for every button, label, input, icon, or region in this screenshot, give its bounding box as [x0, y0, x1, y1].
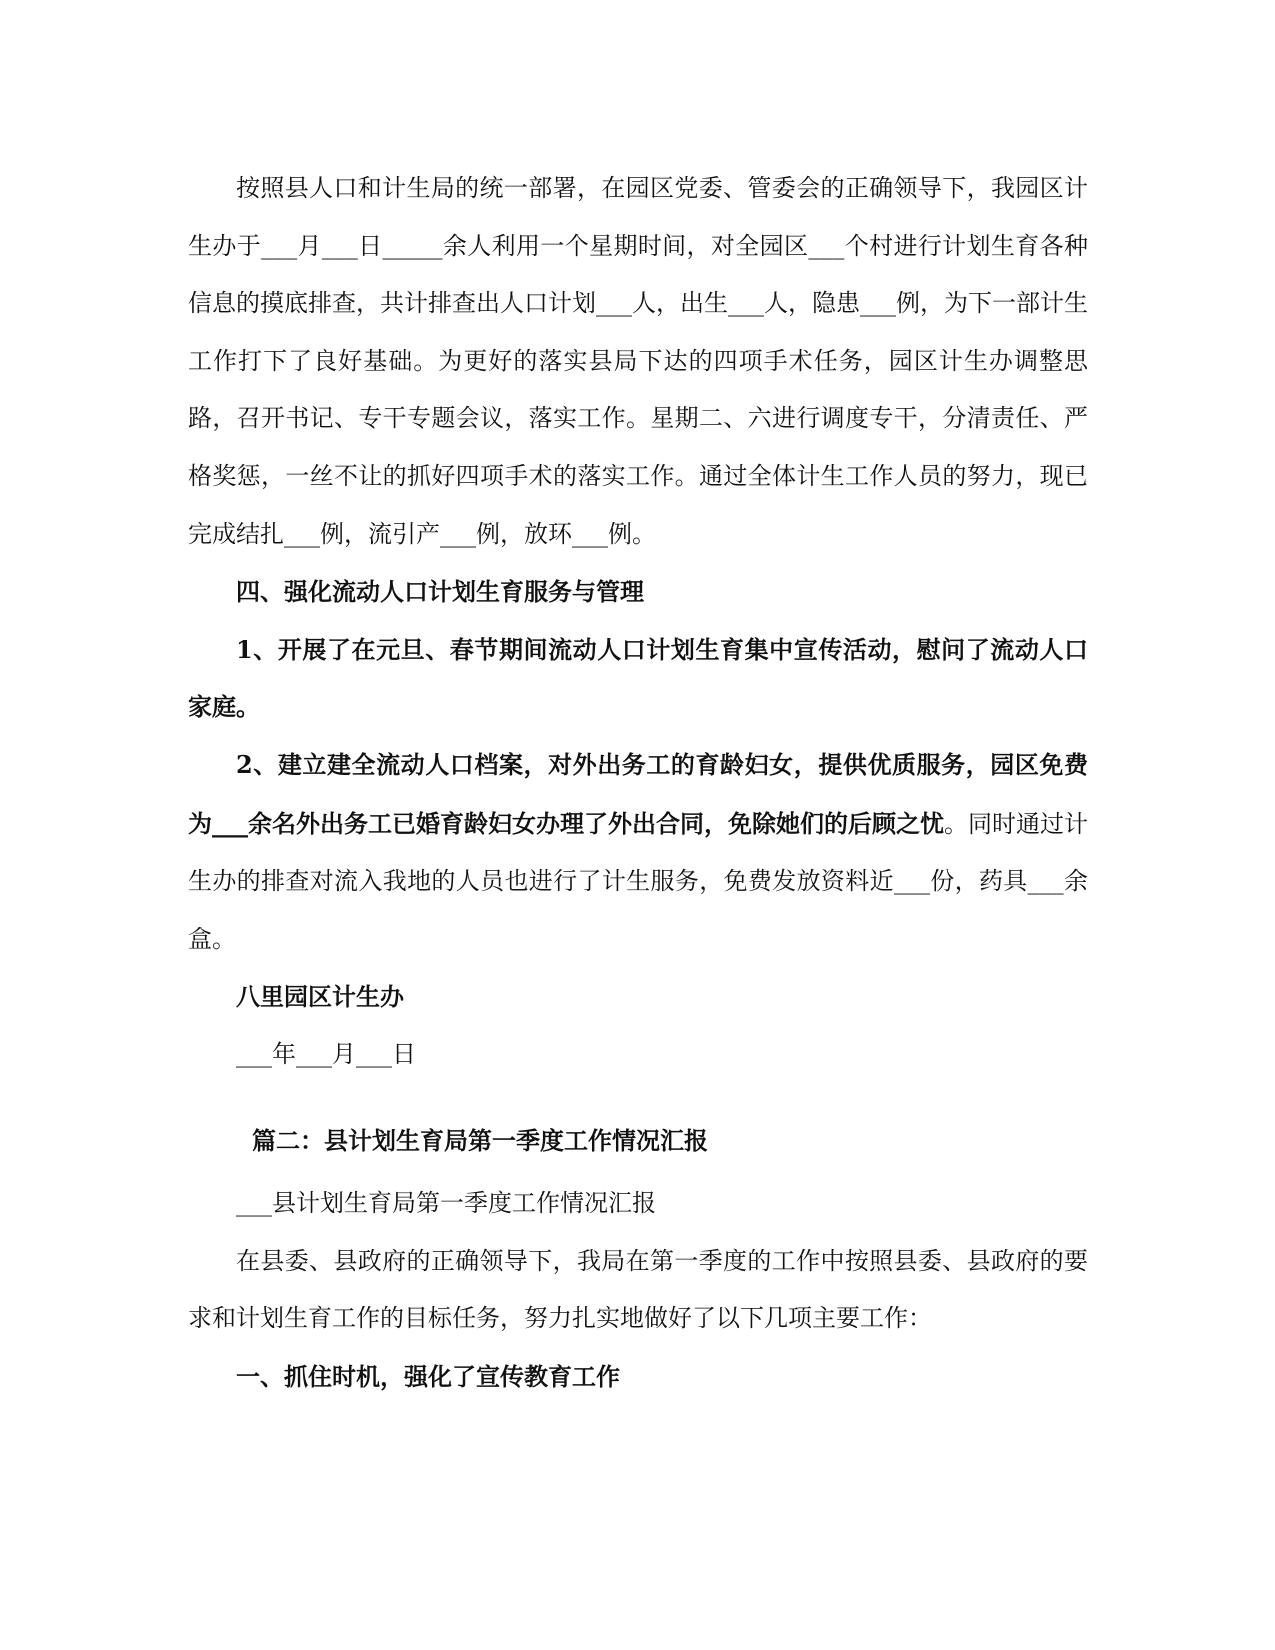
- list-item-archives-rest: 。同时通过计生办的排查对流入我地的人员也进行了计生服务，免费发放资料近___份，药具___余盒。: [188, 809, 1088, 953]
- date-line: ___年___月___日: [236, 1039, 416, 1068]
- list-item-archives-bold: 2、建立建全流动人口档案，对外出务工的育龄妇女，提供优质服务，园区免费为___余名外出务工已婚育龄妇女办理了外出合同，免除她们的后顾之忧: [188, 749, 1088, 838]
- heading-floating-population: 四、强化流动人口计划生育服务与管理: [236, 577, 644, 607]
- document-body: [188, 160, 1088, 1405]
- signature: 八里园区计生办: [236, 982, 404, 1012]
- list-item-publicity: 1、开展了在元旦、春节期间流动人口计划生育集中宣传活动，慰问了流动人口家庭。: [188, 634, 1088, 722]
- list-item-archives: [188, 736, 1088, 968]
- section-two-subtitle: ___县计划生育局第一季度工作情况汇报: [236, 1189, 656, 1218]
- section-two-title: 篇二：县计划生育局第一季度工作情况汇报: [252, 1125, 708, 1155]
- section-two-intro: 在县委、县政府的正确领导下，我局在第一季度的工作中按照县委、县政府的要求和计划生育工作的目标任务，努力扎实地做好了以下几项主要工作：: [188, 1246, 1088, 1333]
- paragraph-work-summary: 按照县人口和计生局的统一部署，在园区党委、管委会的正确领导下，我园区计生办于___月___日_____余人利用一个星期时间，对全园区___个村进行计划生育各种信息的摸底排查，共计排查出人口计划___人，出生___人，隐患___例，为下一部计生工作打下了良好基础。为更好的落实县局下达的四项手术任务，园区计生办调整思路，召开书记、专干专题会议，落实工作。星期二、六进行调度专干，分清责任、严格奖惩，一丝不让的抓好四项手术的落实工作。通过全体计生工作人员的努力，现已完成结扎___例，流引产___例，放环___例。: [188, 174, 1088, 548]
- section-two-heading-one: 一、抓住时机，强化了宣传教育工作: [236, 1361, 620, 1391]
